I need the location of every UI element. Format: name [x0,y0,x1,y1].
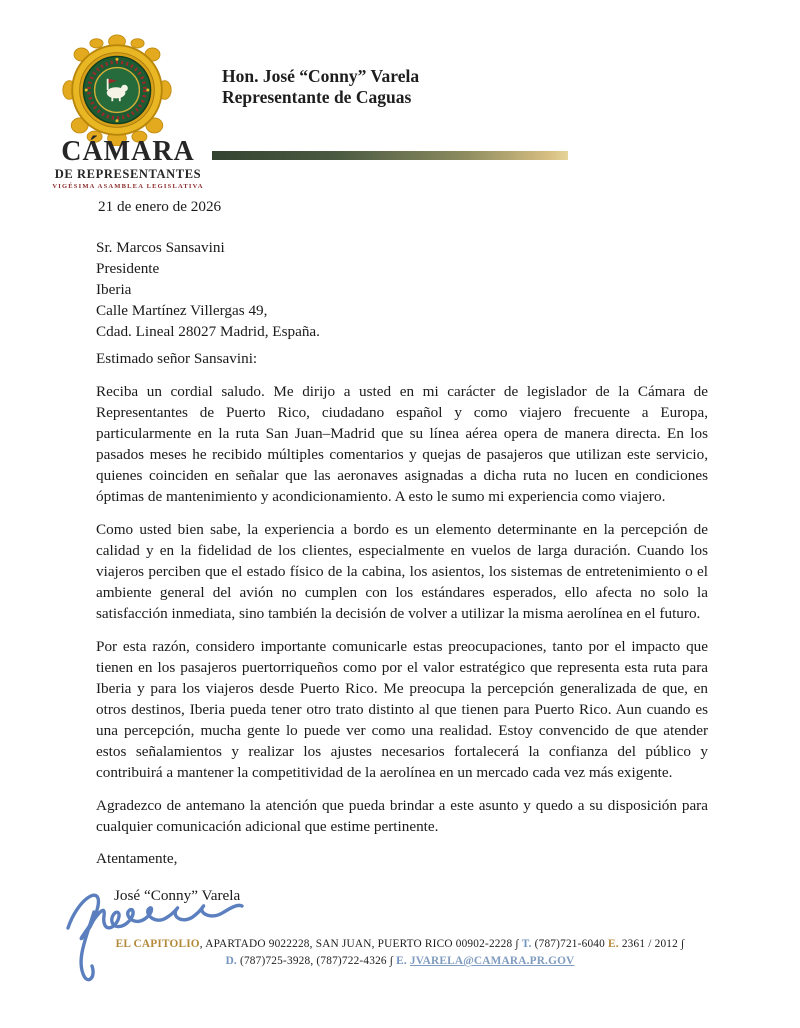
org-name-representantes: DE REPRESENTANTES [54,167,202,181]
footer-ext-numbers: 2361 / 2012 ∫ [618,938,685,950]
paragraph-4: Agradezco de antemano la atención que pueda brindar a este asunto y quedo a su disposición para cualquier comunicación adicional que estime pertinente. [96,797,708,835]
org-tagline: VIGÉSIMA ASAMBLEA LEGISLATIVA [52,182,204,190]
recipient-city: Cdad. Lineal 28027 Madrid, España. [96,323,320,340]
paragraph-2: Como usted bien sabe, la experiencia a bordo es un elemento determinante en la percepción de calidad y en la fidelidad de los clientes, especialmente en vuelos de larga duración. Cuando los viajeros perciben que el estado físico de la cabina, los asientos, los sistemas de entretenimiento o el ambiente general del avión no cumplen con los estándares esperados, ello afecta no solo la satisfacción inmediata, sino también la decisión de volver a utilizar la misma aerolínea en el futuro. [96,521,708,622]
footer-ext-label: E. [608,938,619,950]
footer-direct-numbers: (787)725-3928, (787)722-4326 ∫ [236,955,397,967]
signer-name: José “Conny” Varela [114,887,241,904]
footer-contact-block [0,936,800,970]
official-header-block [222,66,419,108]
camara-seal-logo [58,34,176,146]
paragraph-1: Reciba un cordial saludo. Me dirijo a usted en mi carácter de legislador de la Cámara de Representantes de Puerto Rico, ciudadano español y como viajero frecuente a Europa, particularmente en la ruta San Juan–Madrid que su línea aérea opera de manera directa. En los pasados meses he recibido múltiples comentarios y quejas de pasajeros que utilizan este servicio, quienes coinciden en señalar que las aeronaves asignadas a dicha ruta no lucen en condiciones óptimas de mantenimiento y acondicionamiento. A esto le sumo mi experiencia como viajero. [96,383,708,505]
header-divider-bar [212,151,568,160]
footer-direct-label: D. [225,955,237,967]
footer-line-1 [0,936,800,953]
recipient-company: Iberia [96,281,132,298]
salutation: Estimado señor Sansavini: [96,350,258,367]
recipient-title: Presidente [96,260,160,277]
footer-capitol-label: EL CAPITOLIO [115,938,200,950]
letter-date: 21 de enero de 2026 [98,198,222,215]
footer-line-2 [0,953,800,970]
org-name-camara: CÁMARA [61,136,195,167]
recipient-street: Calle Martínez Villergas 49, [96,302,268,319]
footer-email-label: E. [396,955,407,967]
footer-email-link[interactable]: JVARELA@CAMARA.PR.GOV [409,955,575,967]
closing-salutation: Atentamente, [96,850,178,867]
org-name-block [48,138,208,190]
recipient-name: Sr. Marcos Sansavini [96,239,225,256]
official-title: Representante de Caguas [222,87,412,107]
paragraph-3: Por esta razón, considero importante comunicarle estas preocupaciones, tanto por el impacto que tienen en los pasajeros puertorriqueños como por el valor estratégico que representa esta ruta para Iberia y para los viajeros desde Puerto Rico. Me preocupa la percepción generalizada de que, en otros destinos, Iberia pueda tener otro trato distinto al que tienen para Puerto Rico. Aun cuando es una percepción, mucha gente lo puede ver como una realidad. Estoy convencido de que atender estos señalamientos y realizar los ajustes necesarios fortalecerá la confianza del público y contribuirá a mantener la competitividad de la aerolínea en un mercado cada vez más exigente. [96,638,708,781]
footer-tel-number: (787)721-6040 [531,938,609,950]
recipient-address-block [96,237,708,342]
official-name: Hon. José “Conny” Varela [222,66,420,86]
footer-tel-label: T. [521,938,532,950]
letter-body [96,196,708,906]
footer-address: , APARTADO 9022228, SAN JUAN, PUERTO RICO 00902-2228 ∫ [199,938,522,950]
